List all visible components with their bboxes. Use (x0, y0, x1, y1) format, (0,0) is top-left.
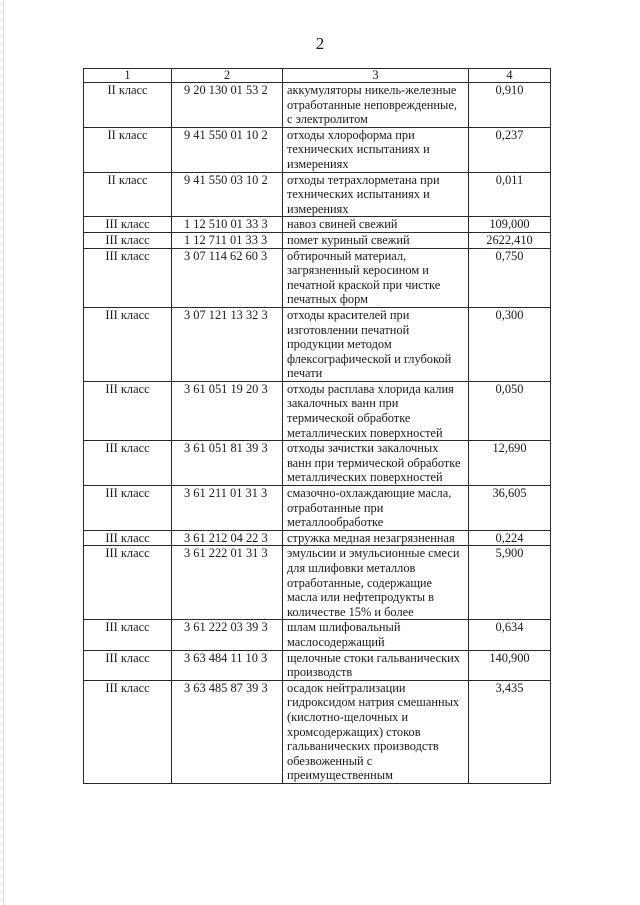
quantity-cell: 3,435 (469, 680, 551, 783)
table-row (84, 83, 551, 128)
table-row (84, 530, 551, 546)
waste-code-cell: 9 20 130 01 53 2 (172, 83, 283, 128)
waste-name-cell: осадок нейтрализации гидроксидом натрия смешанных (кислотно-щелочных и хромсодержащих) стоков гальванических производств обезвоженный с преимущественным (283, 680, 469, 783)
table-row (84, 620, 551, 650)
waste-code-cell: 3 63 485 87 39 3 (172, 680, 283, 783)
hazard-class-cell: III класс (84, 650, 172, 680)
hazard-class-cell: II класс (84, 127, 172, 172)
quantity-cell: 0,634 (469, 620, 551, 650)
waste-name-cell: помет куриный свежий (283, 232, 469, 248)
waste-code-cell: 3 61 222 03 39 3 (172, 620, 283, 650)
column-header-2: 2 (172, 69, 283, 83)
hazard-class-cell: III класс (84, 546, 172, 620)
quantity-cell: 0,224 (469, 530, 551, 546)
table-row (84, 232, 551, 248)
hazard-class-cell: II класс (84, 172, 172, 217)
quantity-cell: 0,910 (469, 83, 551, 128)
waste-name-cell: щелочные стоки гальванических производств (283, 650, 469, 680)
table-row (84, 127, 551, 172)
waste-code-cell: 3 63 484 11 10 3 (172, 650, 283, 680)
quantity-cell: 2622,410 (469, 232, 551, 248)
waste-name-cell: стружка медная незагрязненная (283, 530, 469, 546)
quantity-cell: 0,237 (469, 127, 551, 172)
waste-code-cell: 3 07 114 62 60 3 (172, 248, 283, 307)
table-body (84, 83, 551, 784)
table-row (84, 248, 551, 307)
waste-name-cell: аккумуляторы никель-железные отработанные неповрежденные, с электролитом (283, 83, 469, 128)
hazard-class-cell: III класс (84, 680, 172, 783)
waste-code-cell: 1 12 510 01 33 3 (172, 217, 283, 233)
hazard-class-cell: II класс (84, 83, 172, 128)
table-row (84, 172, 551, 217)
waste-code-cell: 3 61 211 01 31 3 (172, 486, 283, 531)
quantity-cell: 5,900 (469, 546, 551, 620)
table-row (84, 217, 551, 233)
waste-code-cell: 3 07 121 13 32 3 (172, 307, 283, 381)
waste-code-cell: 3 61 051 19 20 3 (172, 381, 283, 440)
table-row (84, 441, 551, 486)
waste-name-cell: отходы зачистки закалочных ванн при термической обработке металлических поверхностей (283, 441, 469, 486)
waste-name-cell: смазочно-охлаждающие масла, отработанные при металлообработке (283, 486, 469, 531)
waste-name-cell: обтирочный материал, загрязненный керосином и печатной краской при чистке печатных форм (283, 248, 469, 307)
column-header-4: 4 (469, 69, 551, 83)
page-number: 2 (315, 34, 325, 53)
table-row (84, 381, 551, 440)
waste-code-cell: 3 61 051 81 39 3 (172, 441, 283, 486)
waste-name-cell: отходы расплава хлорида калия закалочных ванн при термической обработке металлических поверхностей (283, 381, 469, 440)
waste-table (83, 68, 551, 784)
column-header-1: 1 (84, 69, 172, 83)
waste-name-cell: эмульсии и эмульсионные смеси для шлифовки металлов отработанные, содержащие масла или нефтепродукты в количестве 15% и более (283, 546, 469, 620)
waste-code-cell: 1 12 711 01 33 3 (172, 232, 283, 248)
quantity-cell: 109,000 (469, 217, 551, 233)
scan-edge-line (3, 0, 4, 905)
quantity-cell: 140,900 (469, 650, 551, 680)
hazard-class-cell: III класс (84, 232, 172, 248)
table-row (84, 650, 551, 680)
table-row (84, 680, 551, 783)
waste-name-cell: отходы тетрахлорметана при технических испытаниях и измерениях (283, 172, 469, 217)
quantity-cell: 36,605 (469, 486, 551, 531)
hazard-class-cell: III класс (84, 217, 172, 233)
waste-name-cell: отходы хлороформа при технических испытаниях и измерениях (283, 127, 469, 172)
quantity-cell: 0,050 (469, 381, 551, 440)
hazard-class-cell: III класс (84, 530, 172, 546)
column-header-3: 3 (283, 69, 469, 83)
table-header-row (84, 69, 551, 83)
table-row (84, 546, 551, 620)
table-row (84, 307, 551, 381)
hazard-class-cell: III класс (84, 486, 172, 531)
quantity-cell: 0,011 (469, 172, 551, 217)
waste-code-cell: 9 41 550 03 10 2 (172, 172, 283, 217)
waste-code-cell: 3 61 212 04 22 3 (172, 530, 283, 546)
hazard-class-cell: III класс (84, 248, 172, 307)
waste-code-cell: 9 41 550 01 10 2 (172, 127, 283, 172)
waste-code-cell: 3 61 222 01 31 3 (172, 546, 283, 620)
hazard-class-cell: III класс (84, 441, 172, 486)
waste-name-cell: отходы красителей при изготовлении печатной продукции методом флексографической и глубокой печати (283, 307, 469, 381)
quantity-cell: 0,750 (469, 248, 551, 307)
waste-name-cell: шлам шлифовальный маслосодержащий (283, 620, 469, 650)
hazard-class-cell: III класс (84, 307, 172, 381)
waste-name-cell: навоз свиней свежий (283, 217, 469, 233)
table-row (84, 486, 551, 531)
quantity-cell: 0,300 (469, 307, 551, 381)
quantity-cell: 12,690 (469, 441, 551, 486)
hazard-class-cell: III класс (84, 620, 172, 650)
hazard-class-cell: III класс (84, 381, 172, 440)
